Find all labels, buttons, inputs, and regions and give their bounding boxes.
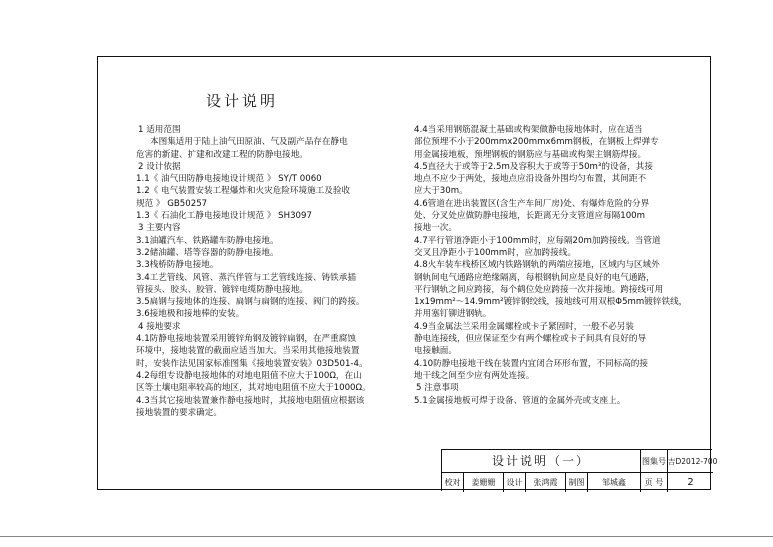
text-line: 时，安装作法见国家标准图集《接地装置安装》03D501-4。 (136, 358, 368, 369)
page-label: 页 号 (641, 473, 668, 492)
text-line: 5 注意事项 (416, 383, 459, 394)
text-line: 应大于30m。 (414, 186, 468, 197)
text-line: 电接触面。 (414, 346, 457, 357)
page-number: 2 (687, 477, 694, 488)
drawing-name: 设计说明（一） (442, 450, 641, 473)
text-line: 地干线之间至少应有两处连接。 (414, 370, 535, 381)
text-line: 4.10防静电接地干线在装置内宜闭合环形布置，不同标高的接 (414, 358, 648, 369)
title-block (441, 449, 718, 491)
document-title: 设计说明 (206, 92, 279, 110)
text-line: 4.7平行管道净距小于100mm时，应每隔20m加跨接线。当管道 (414, 235, 661, 246)
text-line: 部位预埋不小于200mmx200mmx6mm钢板，在钢板上焊弹专 (414, 137, 659, 148)
text-line: 用金属接地板，预埋钢板的钢筋应与基础或构架主钢筋焊接。 (414, 149, 647, 160)
text-line: 地点不应少于两处，接地点应沿设备外围均匀布置，其间距不 (414, 174, 647, 185)
text-line: 静电连接线，但应保证至少有两个螺栓或卡子间具有良好的导 (414, 334, 647, 345)
text-line: 危害的新建、扩建和改建工程的防静电接地。 (136, 149, 308, 160)
designer-label: 设计 (504, 473, 526, 492)
signature-row (442, 473, 713, 492)
text-line: 3 主要内容 (138, 223, 181, 234)
atlas-number-label: 图集号 (641, 450, 668, 473)
checker-label: 校对 (442, 473, 464, 492)
text-line: 处、分叉处应做防静电接地，长距离无分支管道应每隔100m (414, 211, 646, 222)
text-line: 3.5扁钢与接地体的连接、扁钢与扁钢的连接、阀门的跨接。 (136, 297, 365, 308)
drawing-sheet (97, 56, 718, 490)
text-line: 5.1金属接地板可焊于设备、管道的金属外壳或支座上。 (414, 395, 626, 406)
text-line: 1.1《 油气田防静电接地设计规范 》 SY/T 0060 (136, 174, 322, 185)
text-line: 本图集适用于陆上油气田原油、气及副产品存在静电 (150, 137, 348, 148)
text-line: 接地装置的要求确定。 (136, 407, 222, 418)
text-line: 4.5直径大于或等于2.5m及容积大于或等于50m³的设备，其接 (414, 161, 653, 172)
text-line: 1.2《 电气装置安装工程爆炸和火灾危险环境施工及验收 (136, 186, 351, 197)
text-line: 4.2每组专设静电接地体的对地电阻值不应大于100Ω，在山 (136, 370, 362, 381)
text-line: 4 接地要求 (138, 321, 181, 332)
text-line: 4.1防静电接地装置采用镀锌角钢及镀锌扁钢，在严重腐蚀 (136, 334, 356, 345)
text-line: 并用塞钉铆进钢轨。 (414, 309, 492, 320)
text-line: 交叉且净距小于100mm时，应加跨接线。 (414, 247, 577, 258)
text-line: 3.3栈桥防静电接地。 (136, 260, 219, 271)
text-line: 4.8火车装车栈桥区域内铁路钢轨的两端应接地，区域内与区域外 (414, 260, 660, 271)
text-line: 1.3《 石油化工静电接地设计规范 》 SH3097 (136, 211, 312, 222)
text-line: 环境中，接地装置的截面应适当加大。当采用其他接地装置 (136, 346, 360, 357)
text-line: 3.2储油罐、塔等容器的防静电接地。 (136, 247, 279, 258)
page-bottom-rule (0, 536, 773, 537)
drafter-name: 邹城鑫 (588, 473, 641, 492)
text-line: 4.4当采用钢筋混凝土基础或构架做静电接地体时，应在适当 (414, 125, 643, 135)
designer-name: 张鸿霞 (526, 473, 566, 492)
text-line: 区等土壤电阻率较高的地区，其对地电阻值不应大于1000Ω。 (136, 383, 371, 394)
text-line: 平行钢轨之间应跨接，每个鹤位处应跨接一次并接地。跨接线可用 (414, 284, 664, 295)
text-line: 4.3当其它接地装置兼作静电接地时，其接地电阻值应根据该 (136, 395, 365, 406)
text-line: 2 设计依据 (138, 161, 181, 172)
text-line: 4.6管道在进出装置区(含生产车间厂房)处、有爆炸危险的分界 (414, 198, 650, 209)
text-line: 3.6接地极和接地棒的安装。 (136, 309, 245, 320)
right-text-column (414, 124, 704, 407)
checker-name: 姜姗姗 (464, 473, 504, 492)
atlas-number: 吉D2012-700 (668, 450, 713, 473)
left-text-column (136, 124, 406, 419)
drafter-label: 制图 (566, 473, 588, 492)
text-line: 1x19mm²～14.9mm²镀锌钢绞线，接地线可用双根Φ5mm镀锌铁线， (414, 297, 688, 308)
text-line: 钢轨间电气通路应绝缘隔离，每根钢轨间应是良好的电气通路， (414, 272, 655, 283)
text-line: 3.4工艺管线、风管、蒸汽伴管与工艺管线连接、铸铁承插 (136, 272, 356, 283)
text-line: 管接头、胶头、胶管、镀锌电缆防静电接地。 (136, 284, 308, 295)
text-line: 3.1油罐汽车、铁路罐车防静电接地。 (136, 235, 279, 246)
text-line: 4.9当金属法兰采用金属螺栓或卡子紧固时，一般不必另装 (414, 321, 634, 332)
text-line: 接地一次。 (414, 223, 457, 234)
text-line: 规范 》 GB50257 (136, 198, 208, 209)
text-line: 1 适用范围 (138, 125, 181, 135)
